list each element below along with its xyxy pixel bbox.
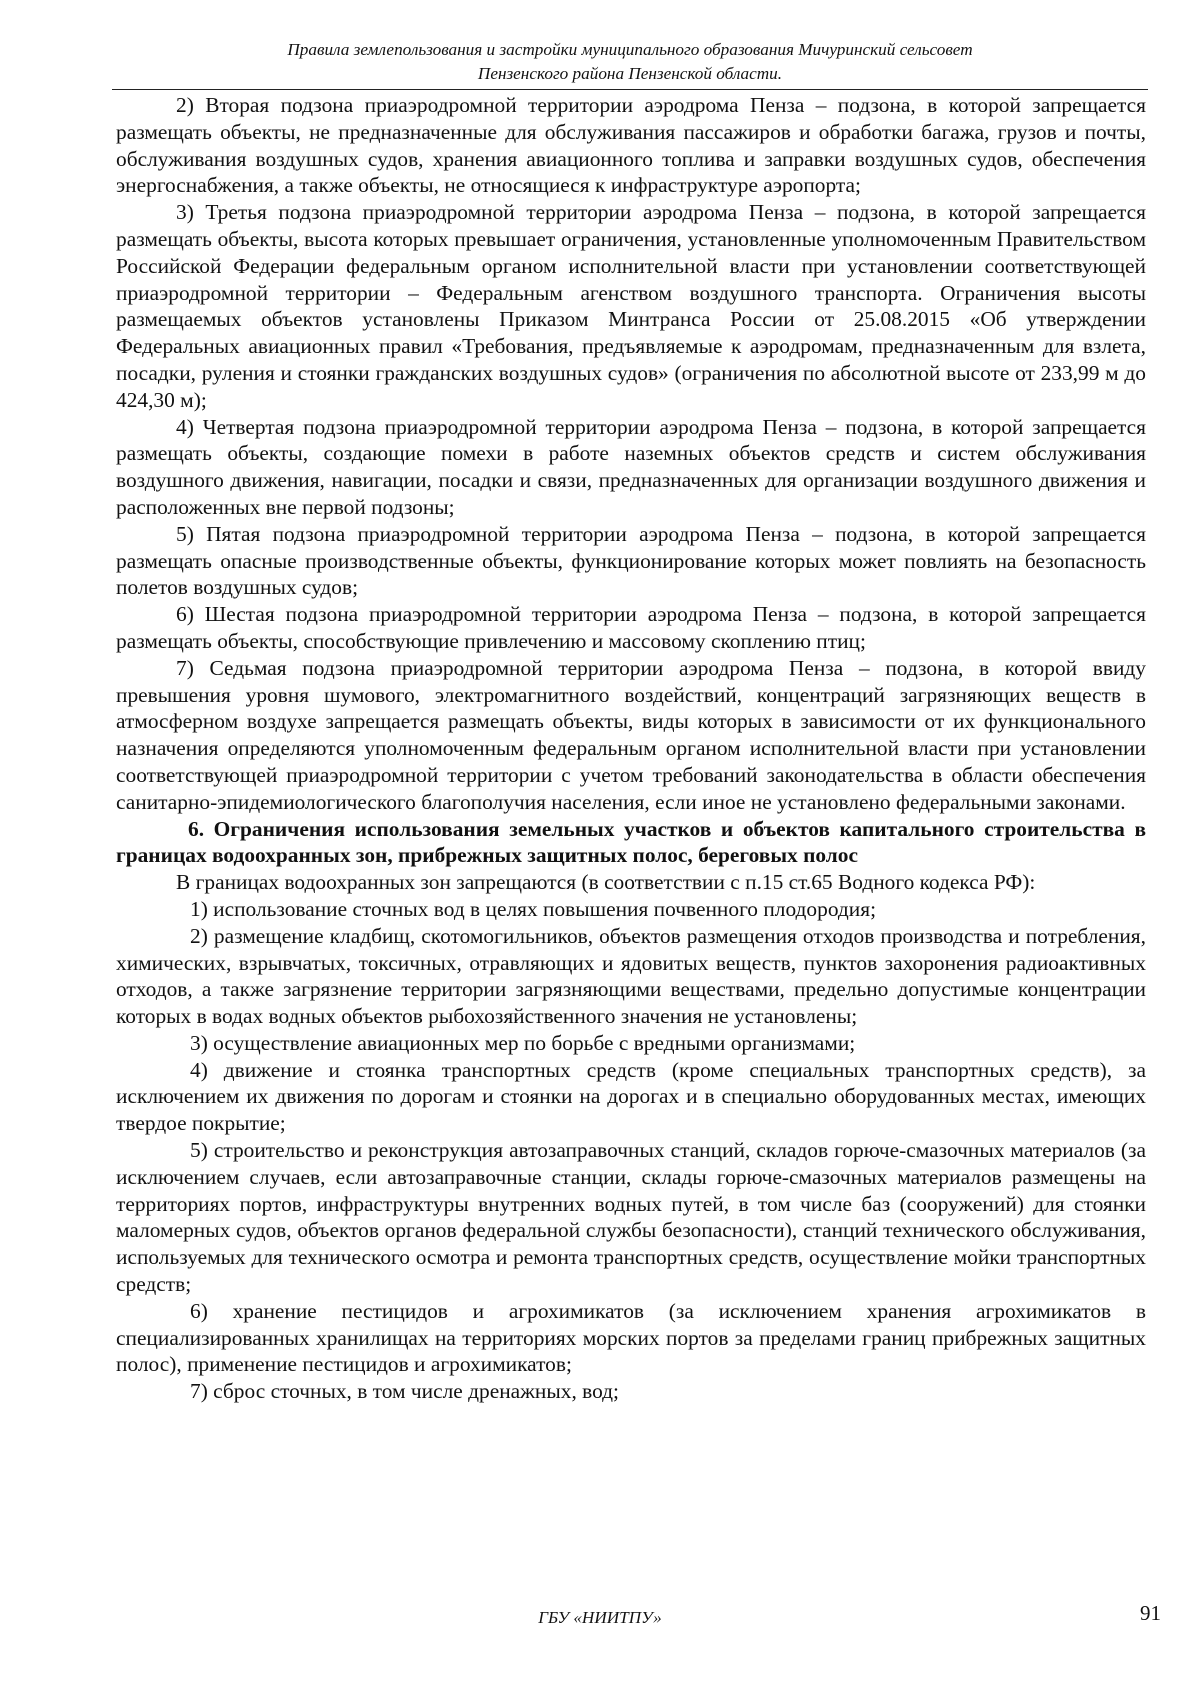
list-item: 6) хранение пестицидов и агрохимикатов (за исключением хранения агрохимикатов в специализированных хранилищах на территориях морских портов за пределами границ прибрежных защитных полос), применение пестицидов и агрохимикатов; (116, 1298, 1146, 1377)
running-header (112, 38, 1148, 86)
footer-organization: ГБУ «НИИТПУ» (538, 1608, 662, 1627)
list-item: 4) движение и стоянка транспортных средств (кроме специальных транспортных средств), за исключением их движения по дорогам и стоянки на дорогах и в специально оборудованных местах, имеющих твердое покрытие; (116, 1057, 1146, 1136)
list-item: 1) использование сточных вод в целях повышения почвенного плодородия; (190, 896, 877, 921)
list-item: 7) сброс сточных, в том числе дренажных, вод; (190, 1379, 620, 1404)
paragraph-subzone-6: 6) Шестая подзона приаэродромной территории аэродрома Пенза – подзона, в которой запрещается размещать объекты, способствующие привлечению и массовому скоплению птиц; (116, 602, 1146, 653)
header-line-2: Пензенского района Пензенской области. (477, 64, 783, 83)
paragraph-subzone-2: 2) Вторая подзона приаэродромной территории аэродрома Пенза – подзона, в которой запрещается размещать объекты, не предназначенные для обслуживания пассажиров и обработки багажа, грузов и почты, обслуживания воздушных судов, хранения авиационного топлива и заправки воздушных судов, обеспечения энергоснабжения, а также объекты, не относящиеся к инфраструктуре аэропорта; (116, 93, 1146, 198)
list-item: 3) осуществление авиационных мер по борьбе с вредными организмами; (190, 1030, 856, 1055)
section-heading: 6. Ограничения использования земельных участков и объектов капитального строительства в границах водоохранных зон, прибрежных защитных полос, береговых полос (116, 816, 1146, 868)
list-item: 5) строительство и реконструкция автозаправочных станций, складов горюче-смазочных материалов (за исключением случаев, если автозаправочные станции, склады горюче-смазочных материалов размещены на территориях портов, инфраструктуры внутренних водных путей, в том числе баз (сооружений) для стоянки маломерных судов, объектов органов федеральной службы безопасности), станций технического обслуживания, используемых для технического осмотра и ремонта транспортных средств, осуществление мойки транспортных средств; (116, 1138, 1146, 1297)
header-rule (112, 89, 1148, 90)
header-line-1: Правила землепользования и застройки муниципального образования Мичуринский сельсовет (287, 40, 973, 59)
list-item: 2) размещение кладбищ, скотомогильников, объектов размещения отходов производства и потребления, химических, взрывчатых, токсичных, отравляющих и ядовитых веществ, пунктов захоронения радиоактивных отходов, а также загрязнение территории загрязняющими веществами, предельно допустимые концентрации которых в водах водных объектов рыбохозяйственного значения не установлены; (116, 923, 1146, 1029)
paragraph-subzone-3: 3) Третья подзона приаэродромной территории аэродрома Пенза – подзона, в которой запрещается размещать объекты, высота которых превышает ограничения, установленные уполномоченным Правительством Российской Федерации федеральным органом исполнительной власти при установлении соответствующей приаэродромной территории – Федеральным агенством воздушного транспорта. Ограничения высоты размещаемых объектов установлены Приказом Минтранса России от 25.08.2015 «Об утверждении Федеральных авиационных правил «Требования, предъявляемые к аэродромам, предназначенным для взлета, посадки, руления и стоянки гражданских воздушных судов» (ограничения по абсолютной высоте от 233,99 м до 424,30 м); (116, 200, 1146, 412)
paragraph-subzone-5: 5) Пятая подзона приаэродромной территории аэродрома Пенза – подзона, в которой запрещается размещать опасные производственные объекты, функционирование которых может повлиять на безопасность полетов воздушных судов; (116, 521, 1146, 600)
page-number: 91 (1140, 1601, 1161, 1625)
paragraph-subzone-7: 7) Седьмая подзона приаэродромной территории аэродрома Пенза – подзона, в которой ввиду превышения уровня шумового, электромагнитного воздействий, концентраций загрязняющих веществ в атмосферном воздухе запрещается размещать объекты, виды которых в зависимости от их функционального назначения определяются уполномоченным федеральным органом исполнительной власти при установлении соответствующей приаэродромной территории с учетом требований законодательства в области обеспечения санитарно-эпидемиологического благополучия населения, если иное не установлено федеральными законами. (116, 655, 1146, 814)
paragraph-subzone-4: 4) Четвертая подзона приаэродромной территории аэродрома Пенза – подзона, в которой запрещается размещать объекты, создающие помехи в работе наземных объектов средств и систем обслуживания воздушного движения, навигации, посадки и связи, предназначенных для организации воздушного движения и расположенных вне первой подзоны; (116, 414, 1146, 519)
intro-paragraph: В границах водоохранных зон запрещаются (в соответствии с п.15 ст.65 Водного кодекса РФ): (176, 870, 1036, 895)
document-body (116, 92, 1146, 1405)
